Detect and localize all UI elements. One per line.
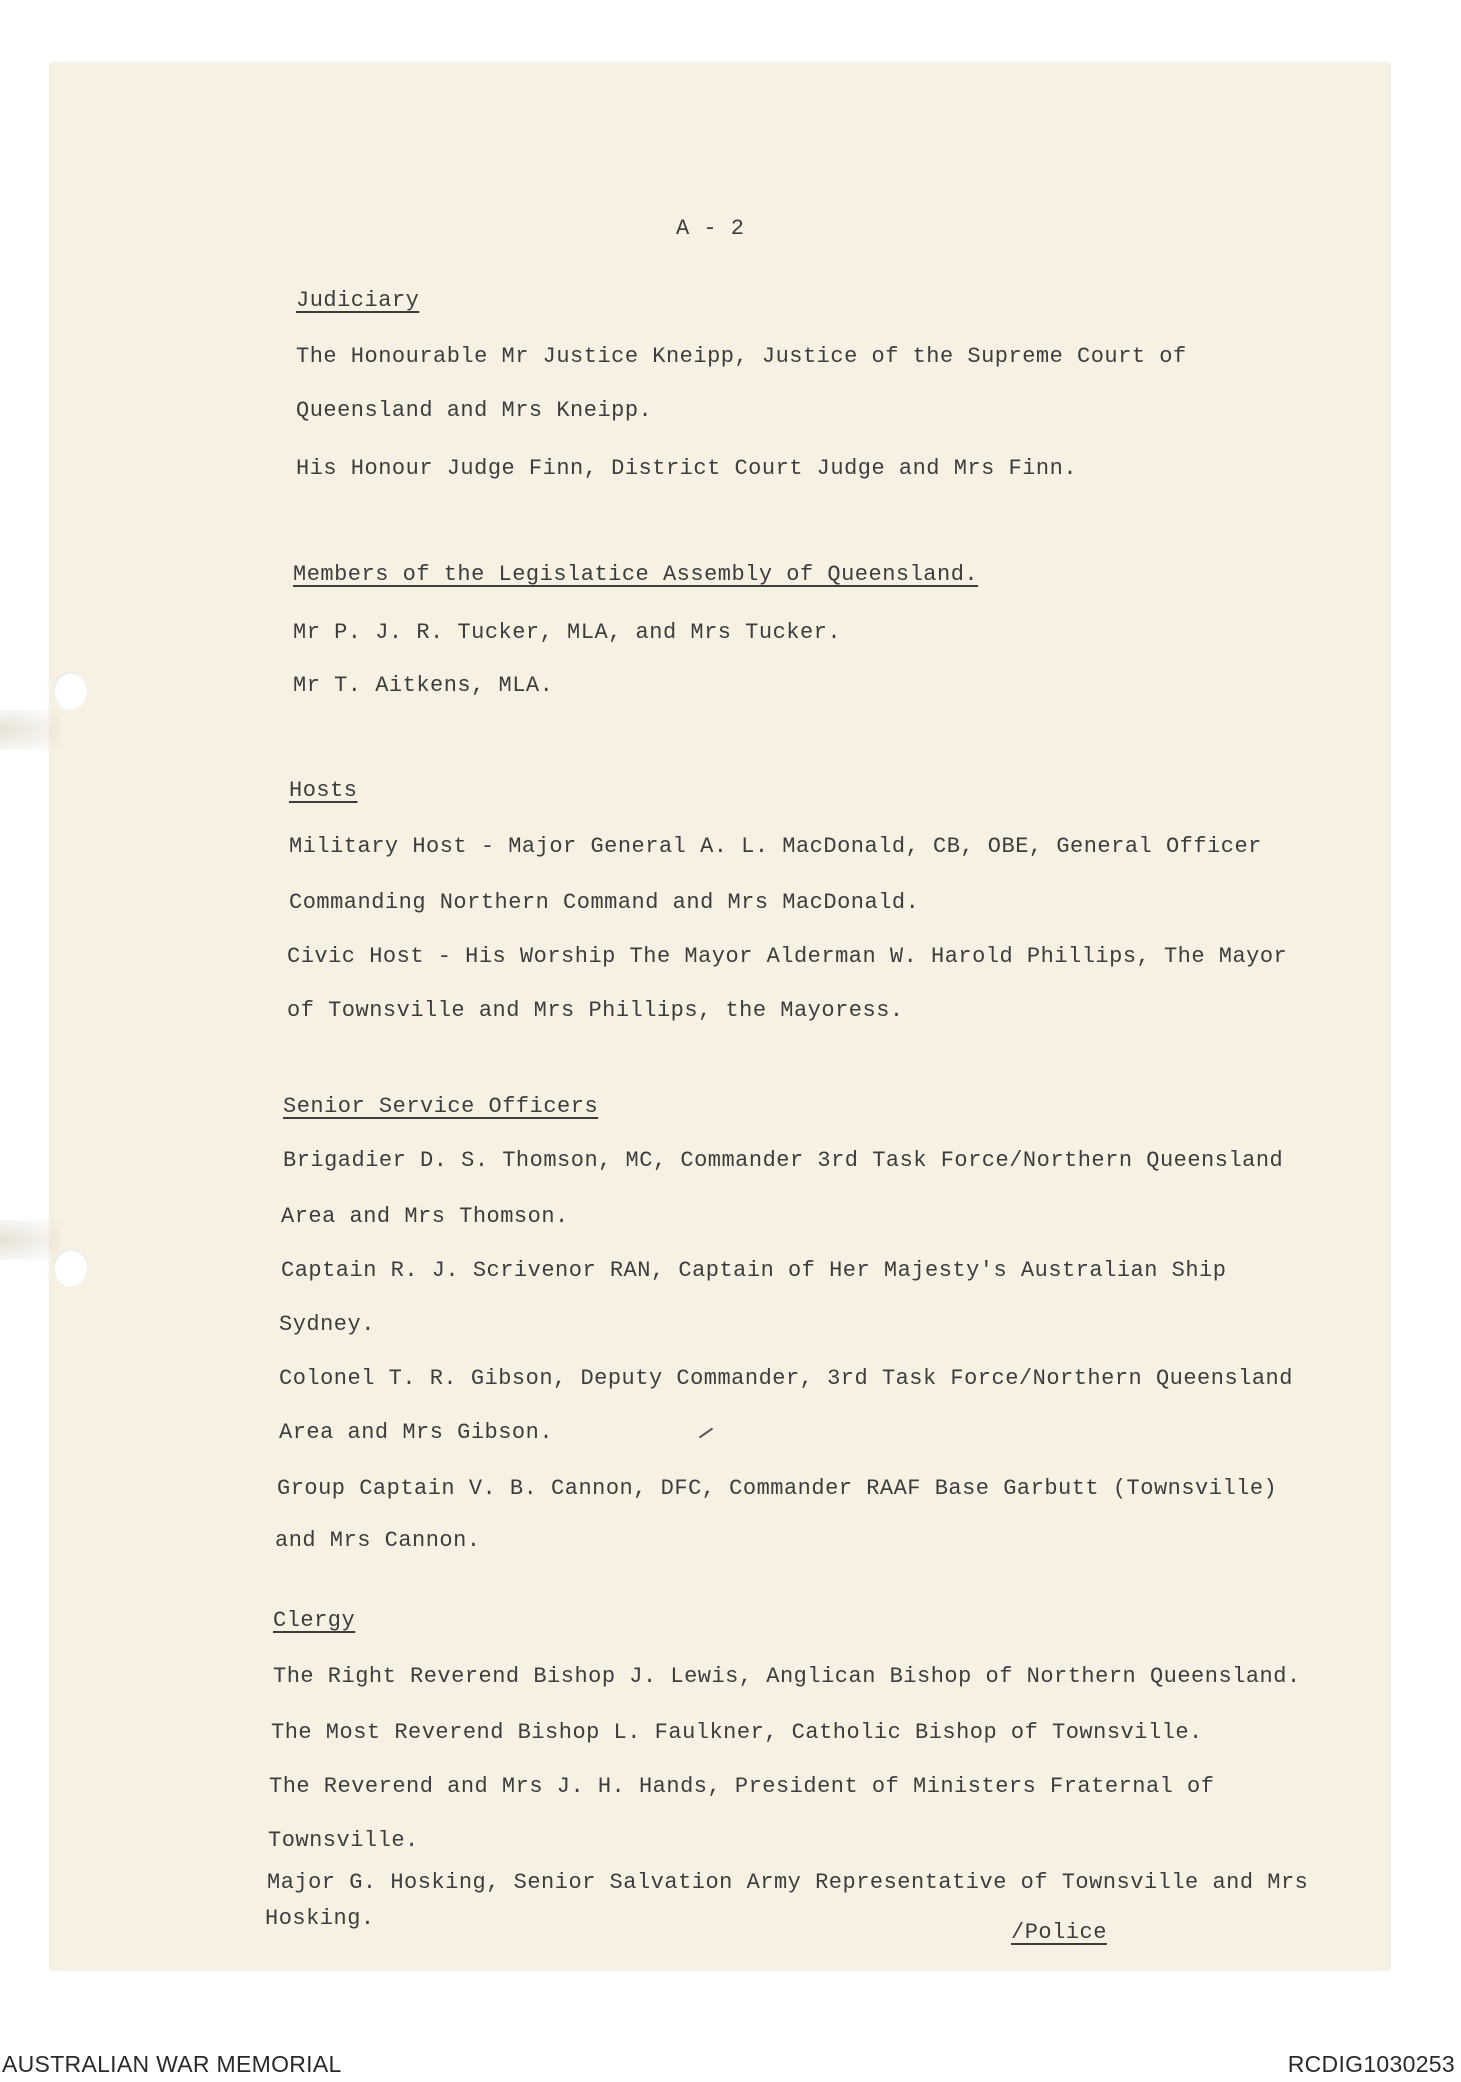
text-line: The Reverend and Mrs J. H. Hands, President of Ministers Fraternal of: [269, 1774, 1215, 1799]
punch-hole: [53, 672, 87, 710]
paper-crease: [0, 710, 60, 750]
section-heading-senior-service: Senior Service Officers: [283, 1094, 599, 1119]
footer-record-id: RCDIG1030253: [1287, 2051, 1455, 2077]
text-line: The Most Reverend Bishop L. Faulkner, Catholic Bishop of Townsville.: [271, 1720, 1203, 1745]
section-heading-clergy: Clergy: [273, 1608, 356, 1633]
text-line: The Honourable Mr Justice Kneipp, Justice of the Supreme Court of: [296, 344, 1187, 369]
text-line: Hosking.: [265, 1906, 375, 1931]
paper-crease: [0, 1220, 60, 1260]
section-heading-members: Members of the Legislatice Assembly of Queensland.: [293, 562, 979, 587]
text-line: Military Host - Major General A. L. MacDonald, CB, OBE, General Officer: [289, 834, 1262, 859]
text-line: The Right Reverend Bishop J. Lewis, Anglican Bishop of Northern Queensland.: [273, 1664, 1301, 1689]
text-line: Commanding Northern Command and Mrs MacDonald.: [289, 890, 920, 915]
page-number: A - 2: [676, 216, 745, 241]
text-line: Mr P. J. R. Tucker, MLA, and Mrs Tucker.: [293, 620, 842, 645]
text-line: Area and Mrs Thomson.: [281, 1204, 569, 1229]
text-line: Colonel T. R. Gibson, Deputy Commander, 3rd Task Force/Northern Queensland: [279, 1366, 1293, 1391]
text-line: Civic Host - His Worship The Mayor Alderman W. Harold Phillips, The Mayor: [287, 944, 1288, 969]
text-line: Mr T. Aitkens, MLA.: [293, 673, 554, 698]
text-line: Captain R. J. Scrivenor RAN, Captain of Her Majesty's Australian Ship: [281, 1258, 1227, 1283]
text-line: His Honour Judge Finn, District Court Judge and Mrs Finn.: [296, 456, 1078, 481]
section-heading-judiciary: Judiciary: [296, 288, 420, 313]
text-line: of Townsville and Mrs Phillips, the Mayoress.: [287, 998, 904, 1023]
text-line: Townsville.: [268, 1828, 419, 1853]
text-line: Sydney.: [279, 1312, 375, 1337]
text-line: Queensland and Mrs Kneipp.: [296, 398, 653, 423]
text-line: Group Captain V. B. Cannon, DFC, Commander RAAF Base Garbutt (Townsville): [277, 1476, 1278, 1501]
punch-hole: [53, 1249, 87, 1287]
section-heading-hosts: Hosts: [289, 778, 358, 803]
text-line: Major G. Hosking, Senior Salvation Army Representative of Townsville and Mrs: [267, 1870, 1309, 1895]
footer-archive-name: AUSTRALIAN WAR MEMORIAL: [2, 2051, 342, 2077]
text-line: and Mrs Cannon.: [275, 1528, 481, 1553]
text-line: Brigadier D. S. Thomson, MC, Commander 3rd Task Force/Northern Queensland: [283, 1148, 1284, 1173]
continuation-marker: /Police: [1011, 1920, 1107, 1945]
text-line: Area and Mrs Gibson.: [279, 1420, 554, 1445]
